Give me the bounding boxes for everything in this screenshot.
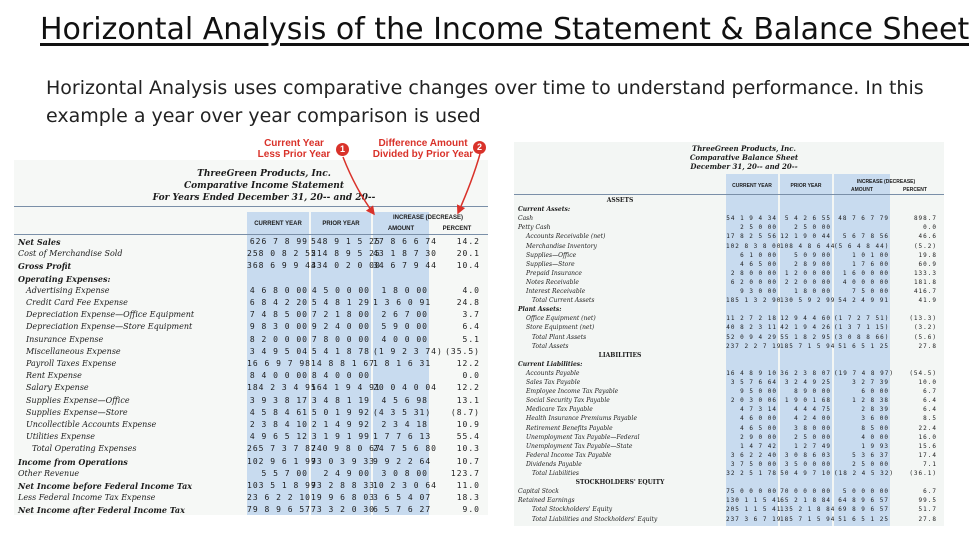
- arrow-to-amount: [343, 157, 374, 214]
- cell-pri: 3 5 0 0 00: [784, 460, 831, 468]
- cell-pct: 6.4: [923, 397, 937, 405]
- cell-pct: 4.0: [462, 285, 480, 295]
- cell-amt: 10 2 3 0 64: [373, 481, 437, 490]
- cell-cur: 103 5 1 8 97: [247, 481, 317, 490]
- cell-label: Net Income before Federal Income Tax: [18, 481, 193, 491]
- cell-cur: 2 5 0 00: [740, 224, 777, 232]
- cell-amt: 3 6 5 4 07: [373, 493, 432, 503]
- cell-cur: 6 1 0 00: [740, 251, 777, 259]
- cell-amt: 48 7 6 7 79: [838, 215, 889, 223]
- cell-pct: 15.6: [918, 442, 937, 450]
- cell-pri: 7 2 1 8 00: [311, 310, 370, 320]
- bs-col-current: CURRENT YEAR: [732, 183, 772, 189]
- cell-pri: 65 2 1 8 84: [780, 497, 831, 505]
- cell-pct: 13.1: [456, 395, 480, 405]
- is-col-current: CURRENT YEAR: [254, 221, 302, 227]
- cell-label: Supplies Expense—Store: [26, 407, 128, 417]
- cell-label: Total Plant Assets: [532, 333, 587, 341]
- cell-pri: 4 5 0 0 00: [311, 285, 370, 295]
- cell-pct: 10.3: [456, 444, 480, 454]
- cell-pct: 17.4: [918, 451, 937, 459]
- cell-label: Income from Operations: [18, 456, 128, 467]
- cell-cur: 23 6 2 2 10: [247, 493, 311, 503]
- cell-amt: 20 0 4 0 04: [373, 383, 437, 393]
- cell-pri: 5 4 2 6 55: [784, 215, 831, 223]
- cell-pct: 10.0: [918, 379, 937, 386]
- cell-amt: 1 8 1 6 31: [373, 359, 432, 368]
- cell-pct: 16.0: [918, 433, 937, 441]
- is-col-change: INCREASE (DECREASE): [392, 215, 463, 221]
- cell-label: Prepaid Insurance: [526, 269, 582, 277]
- cell-pri: 8 9 0 00: [794, 388, 831, 396]
- cell-cur: 185 1 3 2 90: [726, 297, 782, 305]
- cell-pri: 2 2 0 0 00: [784, 278, 831, 286]
- cell-label: Petty Cash: [518, 224, 551, 232]
- cell-label: Salary Expense: [26, 383, 89, 393]
- bs-col-amount: AMOUNT: [851, 187, 873, 193]
- cell-cur: 32 2 5 1 78: [726, 470, 777, 477]
- cell-pct: (13.3): [909, 315, 937, 323]
- cell-pri: 3 4 8 1 19: [311, 395, 370, 405]
- cell-amt: 7 5 0 00: [852, 288, 889, 295]
- cell-amt: 4 0 0 00: [381, 334, 428, 344]
- cell-pct: 99.5: [918, 497, 937, 505]
- cell-label: Depreciation Expense—Store Equipment: [26, 322, 193, 332]
- is-company-name: ThreeGreen Products, Inc.: [197, 169, 331, 179]
- cell-pct: 27.8: [918, 515, 937, 523]
- cell-cur: 2 9 0 00: [740, 433, 777, 441]
- cell-pri: 93 2 8 8 33: [311, 481, 375, 490]
- cell-cur: 79 8 9 6 57: [247, 505, 311, 515]
- cell-cur: 11 2 7 2 18: [726, 315, 777, 323]
- cell-pct: 18.3: [456, 493, 480, 503]
- cell-pct: 60.9: [918, 260, 937, 268]
- cell-cur: 258 0 8 2 55: [247, 249, 317, 259]
- cell-pct: 9.0: [462, 505, 480, 515]
- bs-company-name: ThreeGreen Products, Inc.: [692, 144, 796, 153]
- cell-amt: 2 6 7 00: [381, 310, 428, 320]
- cell-label: Rent Expense: [26, 371, 82, 381]
- cell-label: Supplies—Office: [526, 251, 577, 259]
- cell-label: Depreciation Expense—Office Equipment: [26, 310, 195, 320]
- cell-amt: (1 9 2 3 74): [373, 346, 443, 356]
- cell-pct: 12.2: [456, 383, 480, 393]
- cell-pct: 27.8: [918, 342, 937, 350]
- cell-label: Interest Receivable: [526, 288, 586, 295]
- cell-pct: 181.8: [913, 278, 937, 286]
- cell-pri: 548 9 1 5 25: [311, 237, 381, 246]
- cell-amt: 1 2 8 38: [852, 397, 889, 405]
- cell-amt: 1 7 7 6 13: [373, 432, 432, 442]
- cell-label: Current Assets:: [518, 206, 571, 214]
- cell-pct: (36.1): [909, 470, 937, 477]
- cell-label: Current Liabilities:: [518, 360, 583, 368]
- cell-label: Insurance Expense: [26, 334, 104, 344]
- slide-title: Horizontal Analysis of the Income Statement & Balance Sheet: [40, 12, 969, 47]
- cell-pct: (35.5): [445, 346, 480, 356]
- cell-cur: 17 8 2 5 56: [726, 233, 777, 241]
- cell-pct: 6.7: [923, 488, 937, 496]
- cell-pri: 9 2 4 0 00: [311, 322, 370, 332]
- cell-cur: 52 0 9 4 29: [726, 333, 777, 341]
- cell-amt: 24 7 5 6 80: [373, 444, 437, 454]
- cell-amt: 77 8 6 6 74: [373, 237, 437, 246]
- cell-label: Supplies—Store: [526, 260, 575, 268]
- cell-pri: 5 0 9 00: [794, 251, 831, 259]
- cell-amt: 1 9 93: [861, 442, 889, 450]
- cell-cur: 6 8 4 2 20: [249, 298, 308, 307]
- cell-pct: 5.1: [462, 334, 480, 344]
- cell-pri: 19 9 6 8 03: [311, 493, 375, 503]
- cell-amt: (3 0 8 8 66): [834, 333, 890, 341]
- bs-col-change: INCREASE (DECREASE): [856, 179, 916, 185]
- cell-cur: 5 5 7 00: [261, 468, 308, 478]
- cell-amt: 8 5 00: [861, 424, 889, 432]
- cell-pri: 55 1 8 2 95: [780, 333, 831, 341]
- cell-pri: 135 2 1 8 84: [780, 506, 836, 514]
- cell-label: Miscellaneous Expense: [26, 346, 121, 356]
- cell-pri: 108 4 8 6 44: [780, 242, 836, 250]
- cell-pct: 46.6: [918, 233, 937, 241]
- cell-amt: 5 0 0 0 00: [842, 488, 889, 496]
- cell-amt: 6 0 00: [861, 388, 889, 396]
- cell-amt: 2 5 0 00: [852, 460, 889, 468]
- cell-amt: (4 3 5 31): [373, 407, 432, 417]
- cell-pri: 240 9 8 0 67: [311, 444, 381, 454]
- cell-cur: 8 2 0 0 00: [249, 334, 308, 344]
- cell-pct: 0.0: [462, 371, 480, 381]
- cell-cur: 16 6 9 7 98: [247, 359, 311, 368]
- cell-amt: 1 0 1 00: [852, 251, 889, 259]
- cell-cur: 102 9 6 1 97: [247, 456, 317, 466]
- cell-pri: 4 4 4 75: [794, 406, 831, 414]
- cell-pri: 2 5 0 00: [794, 433, 831, 441]
- cell-cur: 2 0 3 0 06: [730, 397, 777, 405]
- cell-label: Employee Income Tax Payable: [526, 388, 619, 396]
- cell-label: Office Equipment (net): [526, 315, 596, 323]
- cell-cur: 205 1 1 5 41: [726, 506, 782, 514]
- cell-label: Gross Profit: [18, 261, 72, 272]
- callout-current-less-prior: Current Year Less Prior Year: [257, 138, 331, 160]
- cell-pct: 10.7: [456, 456, 480, 466]
- cell-pri: 2 5 0 00: [794, 224, 831, 232]
- cell-pct: 41.9: [918, 297, 937, 305]
- cell-amt: 6 5 7 6 27: [373, 505, 432, 515]
- cell-cur: 3 4 9 5 04: [249, 346, 308, 356]
- cell-pri: 5 4 8 1 29: [311, 298, 370, 307]
- cell-amt: 4 5 6 98: [381, 395, 428, 405]
- bs-col-percent: PERCENT: [903, 187, 927, 193]
- cell-pct: 12.2: [456, 359, 480, 368]
- cell-pct: 20.1: [456, 249, 480, 259]
- cell-cur: 4 6 5 00: [740, 424, 777, 432]
- callout-difference-divided: Difference Amount Divided by Prior Year: [372, 138, 474, 160]
- cell-cur: 184 2 3 4 95: [247, 383, 317, 393]
- cell-label: Utilities Expense: [26, 432, 95, 442]
- cell-pri: 50 4 9 7 10: [780, 470, 831, 477]
- cell-cur: 9 8 3 0 00: [249, 322, 308, 332]
- cell-pri: 14 8 8 1 67: [311, 359, 375, 368]
- cell-label: Credit Card Fee Expense: [26, 298, 128, 307]
- cell-amt: 69 8 9 6 57: [838, 506, 889, 514]
- cell-pct: 6.4: [923, 406, 937, 414]
- cell-amt: 2 8 39: [861, 406, 889, 414]
- cell-pct: 133.3: [913, 269, 937, 277]
- cell-label: Federal Income Tax Payable: [526, 451, 612, 459]
- cell-pct: 3.7: [462, 310, 480, 320]
- is-col-percent: PERCENT: [442, 226, 472, 232]
- cell-amt: 4 0 00: [861, 433, 889, 441]
- cell-pri: 12 9 4 4 60: [780, 315, 831, 323]
- cell-cur: 75 0 0 0 00: [726, 488, 777, 496]
- cell-label: Total Assets: [532, 342, 569, 350]
- cell-pri: 2 1 4 9 92: [311, 420, 370, 429]
- cell-amt: 5 9 0 00: [381, 322, 428, 332]
- cell-pri: 36 2 3 8 07: [780, 369, 831, 377]
- cell-amt: 64 8 9 6 57: [838, 497, 889, 505]
- cell-amt: 4 0 0 0 00: [842, 278, 889, 286]
- cell-amt: 54 2 4 9 91: [838, 297, 889, 305]
- cell-label: Unemployment Tax Payable—State: [526, 442, 633, 450]
- cell-label: Payroll Taxes Expense: [26, 359, 117, 368]
- cell-amt: 43 1 8 7 30: [373, 249, 437, 259]
- slide-description: Horizontal Analysis uses comparative changes over time to understand performance. In this example a year over year comparison is used: [46, 77, 924, 127]
- cell-amt: 9 9 2 2 64: [373, 456, 432, 466]
- bs-statement-name: Comparative Balance Sheet: [689, 153, 799, 162]
- cell-cur: 102 8 3 8 00: [726, 242, 782, 250]
- cell-cur: 130 1 1 5 41: [726, 497, 782, 505]
- cell-amt: 2 3 4 18: [381, 420, 428, 429]
- cell-cur: 4 6 8 0 00: [249, 285, 308, 295]
- bs-period: December 31, 20-- and 20--: [690, 162, 798, 171]
- cell-pri: 185 7 1 5 94: [780, 515, 836, 523]
- cell-cur: 4 7 3 14: [740, 406, 777, 414]
- cell-cur: 237 3 6 7 19: [726, 515, 782, 523]
- cell-pct: (5.2): [913, 242, 937, 250]
- cell-cur: 6 2 0 0 00: [730, 278, 777, 286]
- cell-cur: 3 6 2 2 40: [730, 451, 777, 459]
- cell-label: Accounts Payable: [526, 369, 580, 377]
- cell-amt: 3 0 8 00: [381, 468, 428, 478]
- cell-cur: 8 4 0 0 00: [249, 371, 308, 381]
- cell-label: Cost of Merchandise Sold: [18, 249, 123, 259]
- callout-badge-2: 2: [473, 141, 486, 154]
- cell-pct: 123.7: [450, 468, 480, 478]
- cell-amt: (18 2 4 5 32): [834, 470, 894, 477]
- cell-amt: 5 3 6 37: [852, 451, 889, 459]
- cell-cur: 16 4 8 9 10: [726, 369, 777, 377]
- cell-pri: 130 5 9 2 99: [780, 297, 836, 305]
- cell-pri: 3 0 8 6 03: [784, 451, 831, 459]
- cell-pct: (54.5): [909, 369, 937, 377]
- cell-cur: 3 7 5 0 00: [730, 460, 777, 468]
- cell-cur: 4 9 6 5 12: [249, 432, 308, 442]
- cell-label: Operating Expenses:: [18, 273, 111, 284]
- cell-cur: 1 4 7 42: [740, 442, 777, 450]
- cell-label: Less Federal Income Tax Expense: [18, 493, 156, 503]
- cell-label: Merchandise Inventory: [526, 242, 597, 250]
- cell-label: Notes Receivable: [526, 278, 579, 286]
- cell-pct: (5.6): [913, 333, 937, 341]
- cell-label: Net Income after Federal Income Tax: [18, 505, 185, 516]
- cell-label: Capital Stock: [518, 488, 559, 496]
- cell-pri: 185 7 1 5 94: [780, 342, 836, 350]
- arrow-to-percent: [458, 154, 480, 213]
- cell-pri: 2 4 9 00: [323, 468, 370, 478]
- cell-cur: 265 7 3 7 87: [247, 444, 317, 454]
- cell-amt: (1 3 7 1 15): [834, 324, 890, 332]
- cell-pri: 3 1 9 1 99: [311, 432, 370, 442]
- cell-cur: 237 2 2 7 19: [726, 342, 782, 350]
- cell-label: Dividends Payable: [526, 460, 582, 468]
- cell-pri: 8 4 0 0 00: [311, 371, 370, 381]
- cell-pct: 22.4: [918, 424, 937, 432]
- cell-label: Accounts Receivable (net): [526, 233, 606, 241]
- cell-pri: 3 8 0 00: [794, 424, 831, 432]
- cell-pct: 8.5: [923, 415, 937, 423]
- cell-pct: 11.0: [456, 481, 480, 490]
- cell-pct: 10.9: [456, 420, 480, 429]
- cell-amt: 1 3 6 0 91: [373, 298, 432, 307]
- cell-cur: 4 6 5 00: [740, 260, 777, 268]
- cell-label: Total Operating Expenses: [32, 444, 137, 454]
- is-col-amount: AMOUNT: [387, 226, 415, 232]
- cell-pct: 7.1: [923, 460, 937, 468]
- cell-pri: 42 1 9 4 26: [780, 324, 831, 332]
- callout-badge-1: 1: [336, 143, 349, 156]
- cell-pct: 6.7: [923, 388, 937, 396]
- cell-label: Supplies Expense—Office: [26, 395, 130, 405]
- cell-amt: 51 6 5 1 25: [838, 342, 889, 350]
- cell-pct: 10.4: [456, 261, 480, 271]
- cell-cur: 9 5 0 00: [740, 388, 777, 396]
- cell-cur: 626 7 8 99: [249, 237, 308, 246]
- cell-pri: 334 0 2 0 00: [311, 261, 381, 271]
- cell-pri: 1 2 0 0 00: [784, 269, 831, 277]
- cell-pct: 898.7: [913, 215, 937, 223]
- cell-pri: 73 3 2 0 30: [311, 505, 375, 515]
- cell-cur: 7 4 8 5 00: [249, 310, 308, 320]
- cell-label: Total Liabilities and Stockholders' Equity: [532, 515, 658, 523]
- cell-amt: (19 7 4 8 97): [834, 369, 894, 377]
- cell-pct: 51.7: [918, 506, 937, 514]
- cell-amt: (5 6 4 8 44): [834, 242, 890, 250]
- cell-label: Total Liabilities: [532, 470, 580, 477]
- is-period: For Years Ended December 31, 20-- and 20--: [152, 193, 376, 203]
- cell-pri: 214 8 9 5 25: [311, 249, 381, 259]
- cell-pct: 24.8: [456, 298, 480, 307]
- cell-label: Plant Assets:: [518, 306, 562, 314]
- cell-pri: 164 1 9 4 91: [311, 383, 381, 393]
- cell-pri: 2 8 9 00: [794, 260, 831, 268]
- cell-pri: 7 8 0 0 00: [311, 334, 370, 344]
- cell-cur: 3 5 7 6 64: [730, 379, 777, 386]
- cell-label: Total Current Assets: [532, 297, 595, 305]
- cell-label: ASSETS: [606, 197, 634, 204]
- cell-amt: 1 7 6 00: [852, 260, 889, 268]
- cell-cur: 4 6 0 00: [740, 415, 777, 423]
- cell-cur: 40 8 2 3 11: [726, 324, 777, 332]
- cell-cur: 368 6 9 9 44: [247, 261, 317, 271]
- cell-label: Uncollectible Accounts Expense: [26, 420, 157, 429]
- cell-amt: (1 7 2 7 51): [834, 315, 890, 323]
- cell-pri: 1 2 7 49: [794, 442, 831, 450]
- cell-label: Retirement Benefits Payable: [526, 424, 613, 432]
- cell-pct: 55.4: [456, 432, 480, 442]
- cell-label: Sales Tax Payable: [526, 379, 581, 386]
- cell-amt: 5 6 7 8 56: [842, 233, 889, 241]
- cell-pri: 93 0 3 9 33: [311, 456, 375, 466]
- cell-label: Net Sales: [18, 237, 61, 247]
- cell-pct: 14.2: [456, 237, 480, 246]
- cell-label: Store Equipment (net): [526, 324, 595, 332]
- cell-cur: 2 3 8 4 10: [249, 420, 308, 429]
- cell-pri: 4 2 4 00: [794, 415, 831, 423]
- cell-label: STOCKHOLDERS' EQUITY: [575, 479, 665, 487]
- cell-amt: 1 8 0 00: [381, 285, 428, 295]
- is-statement-name: Comparative Income Statement: [184, 181, 344, 191]
- cell-label: Advertising Expense: [26, 285, 110, 295]
- cell-label: Medicare Tax Payable: [526, 406, 593, 414]
- cell-pct: 19.8: [918, 251, 937, 259]
- cell-cur: 54 1 9 4 34: [726, 215, 777, 223]
- cell-pct: 6.4: [462, 322, 480, 332]
- cell-label: Retained Earnings: [518, 497, 575, 505]
- bs-col-prior: PRIOR YEAR: [790, 183, 822, 189]
- cell-label: Total Stockholders' Equity: [532, 506, 613, 514]
- cell-amt: 3 6 00: [861, 415, 889, 423]
- cell-pri: 5 4 1 8 78: [311, 346, 370, 356]
- cell-amt: 1 6 0 0 00: [842, 269, 889, 277]
- cell-amt: 51 6 5 1 25: [838, 515, 889, 523]
- cell-cur: 4 5 8 4 61: [249, 407, 308, 417]
- cell-amt: 34 6 7 9 44: [373, 261, 437, 271]
- cell-label: Social Security Tax Payable: [526, 397, 610, 405]
- cell-label: Cash: [518, 215, 534, 223]
- cell-pct: (8.7): [450, 407, 480, 417]
- cell-pri: 70 0 0 0 00: [780, 488, 831, 496]
- cell-label: LIABILITIES: [598, 351, 642, 359]
- cell-label: Unemployment Tax Payable—Federal: [526, 433, 640, 441]
- cell-pct: (3.2): [913, 324, 937, 332]
- cell-amt: 3 2 7 39: [852, 379, 889, 386]
- cell-cur: 9 3 0 00: [740, 288, 777, 295]
- cell-label: Other Revenue: [18, 468, 80, 478]
- cell-pct: 416.7: [913, 288, 937, 295]
- is-col-prior: PRIOR YEAR: [322, 221, 360, 227]
- cell-pct: 0.0: [923, 224, 937, 232]
- cell-pri: 5 0 1 9 92: [311, 407, 370, 417]
- cell-label: Health Insurance Premiums Payable: [526, 415, 637, 423]
- cell-pri: 3 2 4 9 25: [784, 379, 831, 386]
- cell-cur: 3 9 3 8 17: [249, 395, 308, 405]
- cell-pri: 1 8 0 00: [794, 288, 831, 295]
- cell-pri: 12 1 9 0 44: [780, 233, 831, 241]
- cell-cur: 2 8 0 0 00: [730, 269, 777, 277]
- cell-pri: 1 9 0 1 68: [784, 397, 831, 405]
